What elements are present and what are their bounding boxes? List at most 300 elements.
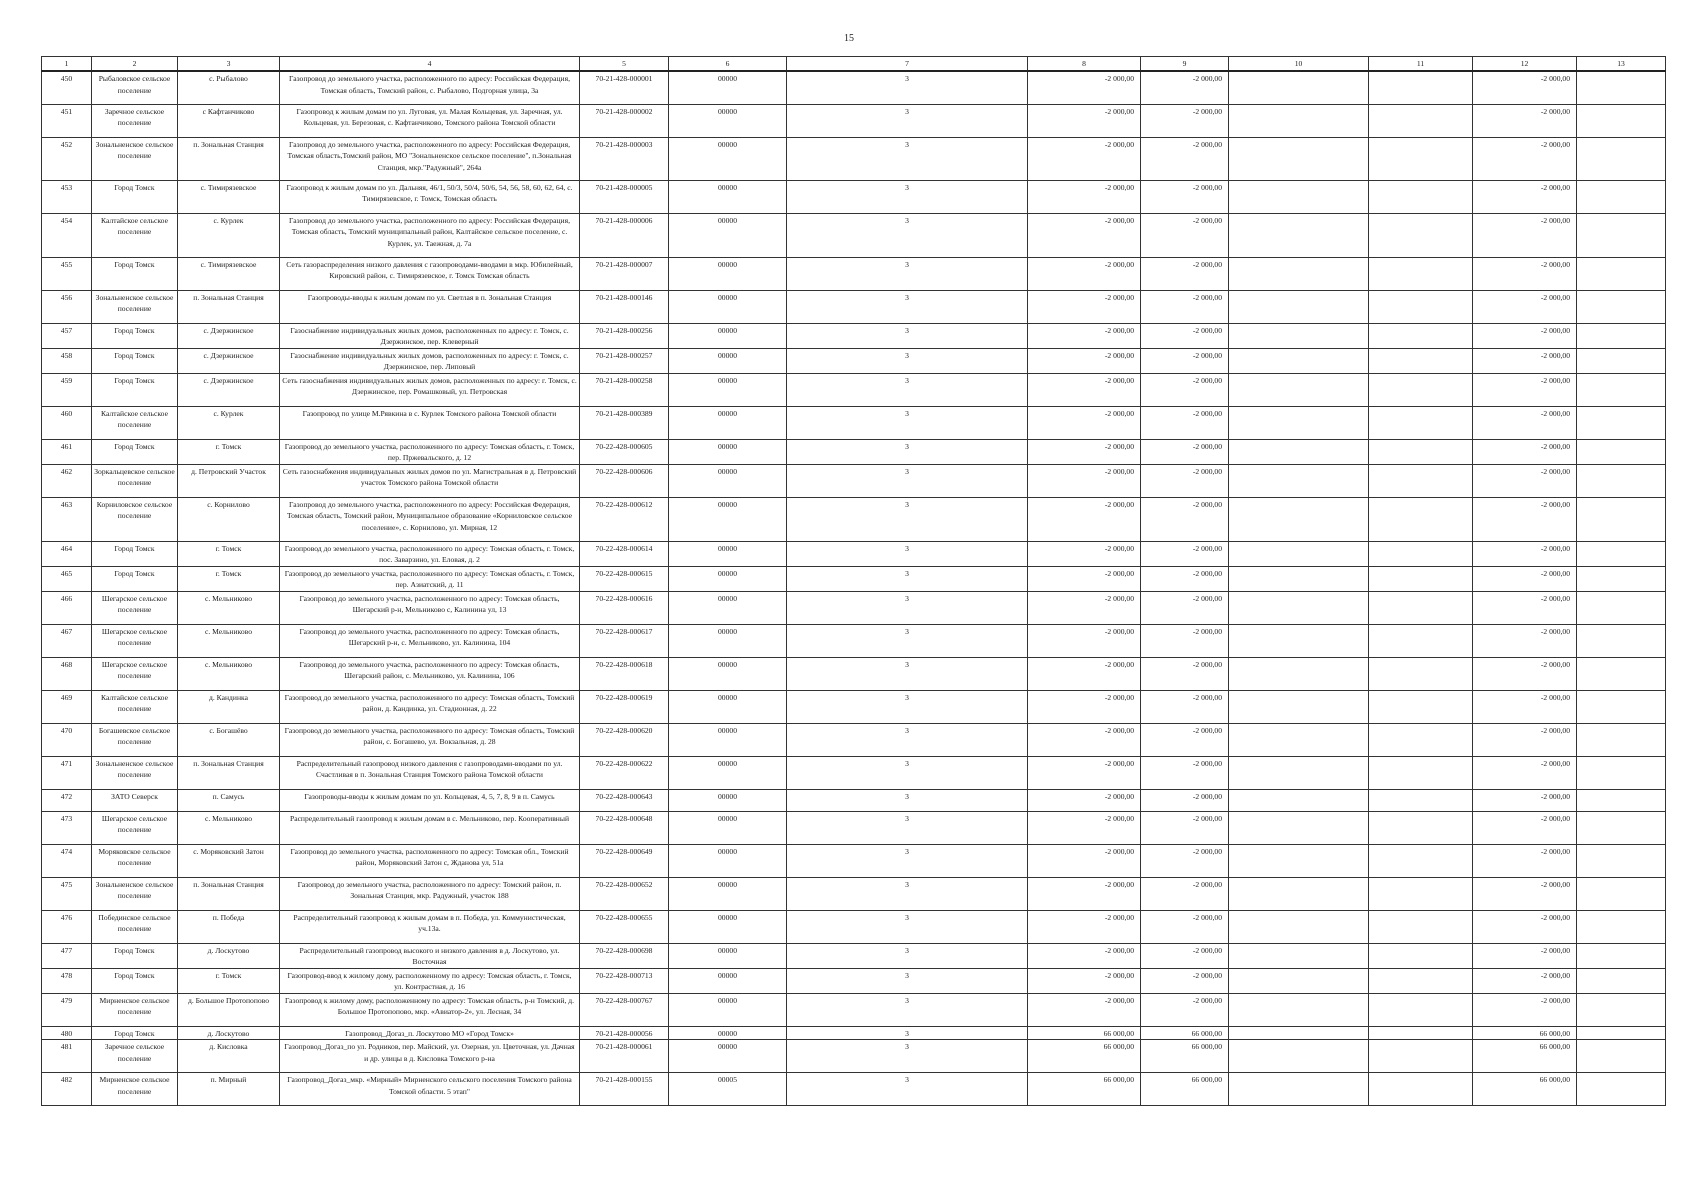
row-settlement: Зональненское сельское поселение: [92, 877, 178, 910]
row-object: Газопровод до земельного участка, расположенного по адресу: Томская область, г. Томск, пос. Заварзино, ул. Еловая, д. 2: [280, 541, 580, 566]
row-code: 70-22-428-000767: [580, 993, 669, 1026]
row-locality: д. Кандинка: [178, 690, 280, 723]
row-col12: -2 000,00: [1473, 657, 1577, 690]
row-settlement: Калтайское сельское поселение: [92, 690, 178, 723]
row-code: 70-21-428-000003: [580, 137, 669, 180]
row-col9: -2 000,00: [1141, 439, 1229, 464]
row-col8: -2 000,00: [1028, 756, 1141, 789]
row-object: Газопровод до земельного участка, расположенного по адресу: Российская Федерация, Томская область, Томский район, Муниципальное образование «Корниловское сельское поселение», с. Корнилово, ул. Мирная, 12: [280, 497, 580, 541]
row-col10: [1229, 104, 1369, 137]
column-header-7: 7: [787, 57, 1028, 72]
row-locality: с. Дзержинское: [178, 348, 280, 373]
row-col9: -2 000,00: [1141, 348, 1229, 373]
row-number: 465: [42, 566, 92, 591]
row-col13: [1577, 464, 1666, 497]
row-col10: [1229, 877, 1369, 910]
row-col12: -2 000,00: [1473, 993, 1577, 1026]
row-settlement: Шегарское сельское поселение: [92, 591, 178, 624]
row-col7: 3: [787, 323, 1028, 348]
row-col12: -2 000,00: [1473, 591, 1577, 624]
header-row: [42, 57, 1666, 72]
row-col9: 66 000,00: [1141, 1026, 1229, 1040]
row-col10: [1229, 789, 1369, 811]
row-code: 70-22-428-000606: [580, 464, 669, 497]
row-code: 70-22-428-000612: [580, 497, 669, 541]
row-col7: 3: [787, 844, 1028, 877]
column-header-12: 12: [1473, 57, 1577, 72]
row-col12: 66 000,00: [1473, 1040, 1577, 1073]
row-col12: -2 000,00: [1473, 213, 1577, 257]
table-row: [42, 406, 1666, 439]
row-code: 70-21-428-000056: [580, 1026, 669, 1040]
table-row: [42, 789, 1666, 811]
row-settlement: Заречное сельское поселение: [92, 104, 178, 137]
row-code: 70-21-428-000061: [580, 1040, 669, 1073]
row-col6: 00000: [669, 1026, 787, 1040]
row-number: 462: [42, 464, 92, 497]
row-code: 70-21-428-000389: [580, 406, 669, 439]
row-col7: 3: [787, 1026, 1028, 1040]
row-code: 70-21-428-000257: [580, 348, 669, 373]
row-col6: 00000: [669, 373, 787, 406]
row-settlement: Город Томск: [92, 439, 178, 464]
row-code: 70-22-428-000614: [580, 541, 669, 566]
row-settlement: Город Томск: [92, 323, 178, 348]
column-header-5: 5: [580, 57, 669, 72]
row-col7: 3: [787, 1040, 1028, 1073]
row-col8: -2 000,00: [1028, 943, 1141, 968]
row-col13: [1577, 723, 1666, 756]
row-col13: [1577, 137, 1666, 180]
row-col8: -2 000,00: [1028, 877, 1141, 910]
row-object: Газопровод до земельного участка, расположенного по адресу: Томская область, Томский район, с. Богашево, ул. Вокзальная, д. 28: [280, 723, 580, 756]
row-col12: -2 000,00: [1473, 690, 1577, 723]
row-locality: с. Мельниково: [178, 624, 280, 657]
row-number: 463: [42, 497, 92, 541]
row-col8: -2 000,00: [1028, 290, 1141, 323]
row-code: 70-21-428-000002: [580, 104, 669, 137]
row-col12: -2 000,00: [1473, 180, 1577, 213]
row-locality: д. Большое Протопопово: [178, 993, 280, 1026]
row-number: 453: [42, 180, 92, 213]
row-code: 70-22-428-000616: [580, 591, 669, 624]
row-code: 70-21-428-000146: [580, 290, 669, 323]
row-col9: -2 000,00: [1141, 137, 1229, 180]
table-row: [42, 844, 1666, 877]
row-col11: [1369, 566, 1473, 591]
row-code: 70-22-428-000698: [580, 943, 669, 968]
row-locality: с Кафтанчиково: [178, 104, 280, 137]
column-header-9: 9: [1141, 57, 1229, 72]
row-col11: [1369, 723, 1473, 756]
row-col9: -2 000,00: [1141, 756, 1229, 789]
row-col13: [1577, 811, 1666, 844]
row-col13: [1577, 104, 1666, 137]
row-col13: [1577, 624, 1666, 657]
row-col9: -2 000,00: [1141, 811, 1229, 844]
row-object: Газопровод до земельного участка, расположенного по адресу: Томская область, г. Томск, пер. Азиатский, д. 11: [280, 566, 580, 591]
row-col6: 00005: [669, 1073, 787, 1106]
row-col11: [1369, 439, 1473, 464]
row-object: Газопровод до земельного участка, расположенного по адресу: Российская Федерация, Томская область, Томский район, с. Рыбалово, Подгорная улица, 3а: [280, 71, 580, 104]
row-col8: -2 000,00: [1028, 406, 1141, 439]
row-number: 468: [42, 657, 92, 690]
row-col8: -2 000,00: [1028, 591, 1141, 624]
row-col12: -2 000,00: [1473, 373, 1577, 406]
row-col6: 00000: [669, 348, 787, 373]
row-col9: 66 000,00: [1141, 1073, 1229, 1106]
row-col6: 00000: [669, 844, 787, 877]
row-col11: [1369, 541, 1473, 566]
row-object: Газопровод к жилым домам по ул. Луговая, ул. Малая Кольцевая, ул. Заречная, ул. Кольцевая, ул. Березовая, с. Кафтанчиково, Томского района Томской области: [280, 104, 580, 137]
row-col8: -2 000,00: [1028, 497, 1141, 541]
row-col10: [1229, 566, 1369, 591]
row-col10: [1229, 373, 1369, 406]
row-col7: 3: [787, 137, 1028, 180]
row-settlement: Зональненское сельское поселение: [92, 290, 178, 323]
row-col11: [1369, 993, 1473, 1026]
row-col6: 00000: [669, 756, 787, 789]
row-settlement: Моряковское сельское поселение: [92, 844, 178, 877]
row-number: 464: [42, 541, 92, 566]
row-col9: -2 000,00: [1141, 723, 1229, 756]
table-row: [42, 1026, 1666, 1040]
row-col12: -2 000,00: [1473, 910, 1577, 943]
row-col11: [1369, 464, 1473, 497]
row-col11: [1369, 104, 1473, 137]
row-locality: с. Тимирязевское: [178, 257, 280, 290]
column-header-11: 11: [1369, 57, 1473, 72]
row-number: 470: [42, 723, 92, 756]
row-col9: -2 000,00: [1141, 910, 1229, 943]
row-col12: -2 000,00: [1473, 541, 1577, 566]
row-col10: [1229, 844, 1369, 877]
row-col13: [1577, 993, 1666, 1026]
row-object: Газопровод до земельного участка, расположенного по адресу: Томская область, Шегарский район, с. Мельниково, ул. Калинина, 106: [280, 657, 580, 690]
row-settlement: Город Томск: [92, 348, 178, 373]
row-col10: [1229, 348, 1369, 373]
row-col10: [1229, 591, 1369, 624]
row-col13: [1577, 968, 1666, 993]
row-locality: п. Зональная Станция: [178, 137, 280, 180]
row-number: 474: [42, 844, 92, 877]
row-col6: 00000: [669, 690, 787, 723]
row-settlement: Рыбаловское сельское поселение: [92, 71, 178, 104]
row-col10: [1229, 1040, 1369, 1073]
row-col6: 00000: [669, 657, 787, 690]
table-row: [42, 591, 1666, 624]
row-col7: 3: [787, 811, 1028, 844]
row-settlement: Калтайское сельское поселение: [92, 213, 178, 257]
row-code: 70-22-428-000618: [580, 657, 669, 690]
row-locality: д. Петровский Участок: [178, 464, 280, 497]
row-col11: [1369, 657, 1473, 690]
row-col10: [1229, 180, 1369, 213]
row-col6: 00000: [669, 180, 787, 213]
row-code: 70-22-428-000615: [580, 566, 669, 591]
table-row: [42, 439, 1666, 464]
row-col7: 3: [787, 71, 1028, 104]
row-col6: 00000: [669, 789, 787, 811]
table-row: [42, 541, 1666, 566]
row-col7: 3: [787, 723, 1028, 756]
row-settlement: Шегарское сельское поселение: [92, 624, 178, 657]
row-col10: [1229, 993, 1369, 1026]
row-col13: [1577, 690, 1666, 723]
row-locality: с. Дзержинское: [178, 323, 280, 348]
row-col11: [1369, 137, 1473, 180]
row-col8: -2 000,00: [1028, 213, 1141, 257]
row-col7: 3: [787, 1073, 1028, 1106]
row-col7: 3: [787, 657, 1028, 690]
row-col6: 00000: [669, 104, 787, 137]
row-col10: [1229, 624, 1369, 657]
row-object: Газопровод до земельного участка, расположенного по адресу: Российская Федерация, Томская область, Томский муниципальный район, Калтайское сельское поселение, с. Курлек, ул. Таежная, д. 7а: [280, 213, 580, 257]
row-col11: [1369, 591, 1473, 624]
row-col11: [1369, 756, 1473, 789]
row-col12: -2 000,00: [1473, 844, 1577, 877]
row-locality: с. Корнилово: [178, 497, 280, 541]
row-locality: п. Зональная Станция: [178, 290, 280, 323]
row-col10: [1229, 943, 1369, 968]
row-col9: -2 000,00: [1141, 323, 1229, 348]
row-col11: [1369, 213, 1473, 257]
table-row: [42, 993, 1666, 1026]
row-col8: -2 000,00: [1028, 657, 1141, 690]
table-row: [42, 624, 1666, 657]
row-col6: 00000: [669, 323, 787, 348]
row-col6: 00000: [669, 910, 787, 943]
row-col13: [1577, 789, 1666, 811]
row-col10: [1229, 71, 1369, 104]
row-col12: -2 000,00: [1473, 137, 1577, 180]
row-number: 469: [42, 690, 92, 723]
row-number: 480: [42, 1026, 92, 1040]
row-object: Газопроводы-вводы к жилым домам по ул. Кольцевая, 4, 5, 7, 8, 9 в п. Самусь: [280, 789, 580, 811]
row-col8: 66 000,00: [1028, 1073, 1141, 1106]
row-locality: с. Тимирязевское: [178, 180, 280, 213]
table-row: [42, 373, 1666, 406]
row-col7: 3: [787, 497, 1028, 541]
table-row: [42, 657, 1666, 690]
table-row: [42, 464, 1666, 497]
row-col13: [1577, 439, 1666, 464]
row-col9: -2 000,00: [1141, 104, 1229, 137]
row-settlement: Зональненское сельское поселение: [92, 137, 178, 180]
row-object: Газоснабжение индивидуальных жилых домов, расположенных по адресу: г. Томск, с. Дзержинское, пер. Клеверный: [280, 323, 580, 348]
row-locality: п. Мирный: [178, 1073, 280, 1106]
row-settlement: Город Томск: [92, 541, 178, 566]
row-col7: 3: [787, 373, 1028, 406]
row-col10: [1229, 1073, 1369, 1106]
row-col8: -2 000,00: [1028, 789, 1141, 811]
row-locality: п. Победа: [178, 910, 280, 943]
row-col6: 00000: [669, 591, 787, 624]
row-code: 70-21-428-000001: [580, 71, 669, 104]
row-col8: -2 000,00: [1028, 566, 1141, 591]
row-col8: -2 000,00: [1028, 690, 1141, 723]
row-col6: 00000: [669, 497, 787, 541]
row-col10: [1229, 690, 1369, 723]
row-col8: -2 000,00: [1028, 844, 1141, 877]
row-col9: -2 000,00: [1141, 71, 1229, 104]
row-col8: -2 000,00: [1028, 323, 1141, 348]
row-col8: -2 000,00: [1028, 968, 1141, 993]
column-header-13: 13: [1577, 57, 1666, 72]
row-col11: [1369, 844, 1473, 877]
row-col9: -2 000,00: [1141, 657, 1229, 690]
row-number: 457: [42, 323, 92, 348]
row-col6: 00000: [669, 993, 787, 1026]
row-settlement: Город Томск: [92, 257, 178, 290]
table-row: [42, 910, 1666, 943]
row-col9: -2 000,00: [1141, 591, 1229, 624]
row-locality: с. Мельниково: [178, 591, 280, 624]
row-col7: 3: [787, 464, 1028, 497]
table-row: [42, 257, 1666, 290]
row-col8: -2 000,00: [1028, 723, 1141, 756]
row-col7: 3: [787, 290, 1028, 323]
row-col6: 00000: [669, 439, 787, 464]
row-col12: 66 000,00: [1473, 1026, 1577, 1040]
row-number: 475: [42, 877, 92, 910]
row-object: Газопровод до земельного участка, расположенного по адресу: Томская область, Шегарский р-н, с. Мельниково, ул. Калинина, 104: [280, 624, 580, 657]
row-col9: -2 000,00: [1141, 690, 1229, 723]
row-col13: [1577, 756, 1666, 789]
row-col9: -2 000,00: [1141, 213, 1229, 257]
row-col9: -2 000,00: [1141, 257, 1229, 290]
row-locality: с. Дзержинское: [178, 373, 280, 406]
row-col7: 3: [787, 566, 1028, 591]
row-col13: [1577, 71, 1666, 104]
row-col8: -2 000,00: [1028, 811, 1141, 844]
row-code: 70-22-428-000643: [580, 789, 669, 811]
row-col6: 00000: [669, 406, 787, 439]
row-col6: 00000: [669, 290, 787, 323]
row-code: 70-21-428-000256: [580, 323, 669, 348]
row-col6: 00000: [669, 71, 787, 104]
row-col11: [1369, 497, 1473, 541]
row-col9: -2 000,00: [1141, 844, 1229, 877]
table-row: [42, 943, 1666, 968]
row-col11: [1369, 690, 1473, 723]
row-locality: п. Зональная Станция: [178, 756, 280, 789]
row-object: Газопровод до земельного участка, расположенного по адресу: Томская область, Томский район, д. Кандинка, ул. Стадионная, д. 22: [280, 690, 580, 723]
row-col13: [1577, 566, 1666, 591]
row-col7: 3: [787, 591, 1028, 624]
row-settlement: Шегарское сельское поселение: [92, 811, 178, 844]
row-col12: -2 000,00: [1473, 104, 1577, 137]
row-col11: [1369, 811, 1473, 844]
row-locality: г. Томск: [178, 541, 280, 566]
row-col7: 3: [787, 877, 1028, 910]
row-col7: 3: [787, 624, 1028, 657]
row-col13: [1577, 290, 1666, 323]
row-col13: [1577, 591, 1666, 624]
row-number: 476: [42, 910, 92, 943]
row-col12: -2 000,00: [1473, 257, 1577, 290]
row-object: Газопроводы-вводы к жилым домам по ул. Светлая в п. Зональная Станция: [280, 290, 580, 323]
row-col6: 00000: [669, 566, 787, 591]
row-col12: -2 000,00: [1473, 348, 1577, 373]
row-object: Газопровод по улице М.Рявкина в с. Курлек Томского района Томской области: [280, 406, 580, 439]
row-locality: с. Курлек: [178, 213, 280, 257]
table-row: [42, 180, 1666, 213]
table-row: [42, 104, 1666, 137]
row-col8: -2 000,00: [1028, 439, 1141, 464]
row-locality: с. Мельниково: [178, 657, 280, 690]
row-col10: [1229, 439, 1369, 464]
row-locality: д. Лоскутово: [178, 943, 280, 968]
row-col12: -2 000,00: [1473, 624, 1577, 657]
row-col12: -2 000,00: [1473, 71, 1577, 104]
row-number: 454: [42, 213, 92, 257]
table-row: [42, 348, 1666, 373]
row-object: Газопровод-ввод к жилому дому, расположенному по адресу: Томская область, г. Томск, ул. Контрастная, д. 16: [280, 968, 580, 993]
row-col6: 00000: [669, 464, 787, 497]
row-col11: [1369, 1040, 1473, 1073]
table-row: [42, 811, 1666, 844]
row-col6: 00000: [669, 943, 787, 968]
row-settlement: Корниловское сельское поселение: [92, 497, 178, 541]
row-number: 466: [42, 591, 92, 624]
row-col12: -2 000,00: [1473, 723, 1577, 756]
row-col12: -2 000,00: [1473, 789, 1577, 811]
row-col6: 00000: [669, 723, 787, 756]
row-locality: с. Моряковский Затон: [178, 844, 280, 877]
row-object: Газопровод до земельного участка, расположенного по адресу: Томская обл., Томский район, Моряковский Затон с, Жданова ул, 51а: [280, 844, 580, 877]
table-row: [42, 756, 1666, 789]
row-col9: -2 000,00: [1141, 497, 1229, 541]
row-col6: 00000: [669, 257, 787, 290]
row-col12: -2 000,00: [1473, 290, 1577, 323]
row-col11: [1369, 323, 1473, 348]
row-col9: 66 000,00: [1141, 1040, 1229, 1073]
row-col8: -2 000,00: [1028, 137, 1141, 180]
column-header-8: 8: [1028, 57, 1141, 72]
row-col10: [1229, 910, 1369, 943]
row-col7: 3: [787, 690, 1028, 723]
row-object: Сеть газораспределения низкого давления с газопроводами-вводами в мкр. Юбилейный, Кировский район, с. Тимирязевское, г. Томск Томская область: [280, 257, 580, 290]
row-col7: 3: [787, 968, 1028, 993]
row-object: Газоснабжение индивидуальных жилых домов, расположенных по адресу: г. Томск, с. Дзержинское, пер. Липовый: [280, 348, 580, 373]
row-col13: [1577, 541, 1666, 566]
row-col13: [1577, 348, 1666, 373]
row-code: 70-22-428-000649: [580, 844, 669, 877]
row-number: 477: [42, 943, 92, 968]
row-code: 70-22-428-000655: [580, 910, 669, 943]
row-col8: -2 000,00: [1028, 464, 1141, 497]
row-col7: 3: [787, 789, 1028, 811]
row-settlement: Город Томск: [92, 566, 178, 591]
row-col9: -2 000,00: [1141, 406, 1229, 439]
row-col9: -2 000,00: [1141, 624, 1229, 657]
row-locality: г. Томск: [178, 968, 280, 993]
row-code: 70-21-428-000258: [580, 373, 669, 406]
data-table: [41, 56, 1666, 1106]
row-col6: 00000: [669, 624, 787, 657]
row-col10: [1229, 1026, 1369, 1040]
row-col8: -2 000,00: [1028, 993, 1141, 1026]
row-settlement: ЗАТО Северск: [92, 789, 178, 811]
row-settlement: Мирненское сельское поселение: [92, 1073, 178, 1106]
row-object: Распределительный газопровод высокого и низкого давления в д. Лоскутово, ул. Восточная: [280, 943, 580, 968]
row-number: 467: [42, 624, 92, 657]
row-col12: -2 000,00: [1473, 811, 1577, 844]
row-col13: [1577, 943, 1666, 968]
row-object: Распределительный газопровод низкого давления с газопроводами-вводами по ул. Счастливая в п. Зональная Станция Томского района Томской области: [280, 756, 580, 789]
row-col12: -2 000,00: [1473, 877, 1577, 910]
